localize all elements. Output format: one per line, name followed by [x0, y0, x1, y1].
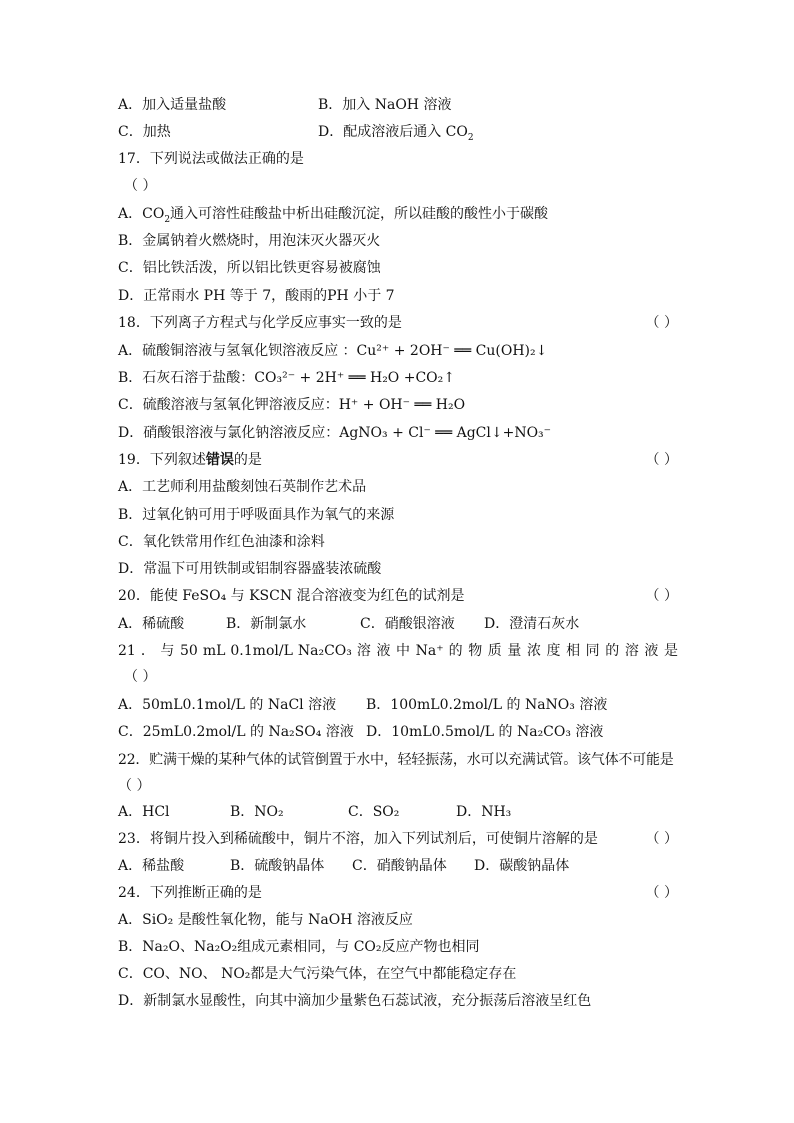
q24-option-b: B．Na₂O、Na₂O₂组成元素相同，与 CO₂反应产物也相同: [118, 939, 480, 955]
q17-option-c: C．铝比铁活泼，所以铝比铁更容易被腐蚀: [118, 260, 381, 276]
q21-stem: 21 ． 与 50 mL 0.1mol/L Na₂CO₃ 溶 液 中 Na⁺ 的 物 质 量 浓 度 相 同 的 溶 液 是: [118, 643, 678, 659]
q19-stem: 19．下列叙述错误的是: [118, 452, 262, 468]
q22-options-row: [118, 801, 678, 823]
q22-option-b: B．NO₂: [230, 804, 284, 820]
q22-answer-bracket: （ ）: [118, 778, 151, 794]
q21-option-c: C．25mL0.2mol/L 的 Na₂SO₄ 溶液: [118, 724, 354, 740]
q16-option-c: C．加热: [118, 124, 171, 140]
q18-option-b: B．石灰石溶于盐酸：CO₃²⁻ + 2H⁺ ══ H₂O +CO₂↑: [118, 370, 455, 386]
q20-option-a: A．稀硫酸: [118, 616, 185, 632]
q17-option-b: B．金属钠着火燃烧时，用泡沫灭火器灭火: [118, 233, 381, 249]
q24-stem-row: [118, 882, 678, 904]
q16-options-row-2: [118, 121, 678, 143]
q19-answer-bracket: （ ）: [645, 452, 678, 468]
q22-option-a: A．HCl: [118, 804, 170, 820]
q19-option-b: B．过氧化钠可用于呼吸面具作为氧气的来源: [118, 507, 395, 523]
q23-stem-row: [118, 828, 678, 850]
q16-option-b: B．加入 NaOH 溶液: [318, 97, 452, 113]
q17-stem: 17．下列说法或做法正确的是: [118, 151, 304, 167]
q20-stem: 20．能使 FeSO₄ 与 KSCN 混合溶液变为红色的试剂是: [118, 588, 465, 604]
q19-stem-row: [118, 449, 678, 471]
q22-stem: 22．贮满干燥的某种气体的试管倒置于水中，轻轻振荡，水可以充满试管。该气体不可能是: [118, 752, 674, 768]
q18-answer-bracket: （ ）: [645, 315, 678, 331]
q24-option-c: C．CO、NO、 NO₂都是大气污染气体，在空气中都能稳定存在: [118, 966, 517, 982]
q16-option-d: D．配成溶液后通入 $CO_2$: [318, 124, 474, 143]
q22-option-c: C．SO₂: [348, 804, 400, 820]
q23-options-row: [118, 855, 678, 877]
q21-option-b: B．100mL0.2mol/L 的 NaNO₃ 溶液: [366, 697, 608, 713]
q17-option-d: D．正常雨水 PH 等于 7，酸雨的PH 小于 7: [118, 288, 395, 304]
q18-stem-row: [118, 312, 678, 334]
q20-option-b: B．新制氯水: [226, 616, 307, 632]
q23-option-b: B．硫酸钠晶体: [230, 858, 325, 874]
q23-option-a: A．稀盐酸: [118, 858, 185, 874]
q20-option-c: C．硝酸银溶液: [360, 616, 455, 632]
q23-answer-bracket: （ ）: [645, 831, 678, 847]
q20-stem-row: [118, 585, 678, 607]
q23-option-d: D．碳酸钠晶体: [474, 858, 570, 874]
q18-stem: 18．下列离子方程式与化学反应事实一致的是: [118, 315, 402, 331]
q19-stem-emphasis: 错误: [205, 452, 234, 468]
q23-stem: 23．将铜片投入到稀硫酸中，铜片不溶，加入下列试剂后，可使铜片溶解的是: [118, 831, 598, 847]
q24-option-d: D．新制氯水显酸性，向其中滴加少量紫色石蕊试液，充分振荡后溶液呈红色: [118, 993, 592, 1009]
q18-option-a: A．硫酸铜溶液与氢氧化钡溶液反应 ：Cu²⁺ + 2OH⁻ ══ Cu(OH)₂↓: [118, 343, 548, 359]
q20-options-row: [118, 613, 678, 635]
q21-option-d: D．10mL0.5mol/L 的 Na₂CO₃ 溶液: [366, 724, 604, 740]
q18-option-d: D．硝酸银溶液与氯化钠溶液反应：AgNO₃ + Cl⁻ ══ AgCl↓+NO₃⁻: [118, 425, 552, 441]
q21-options-row-1: [118, 694, 678, 716]
q19-option-c: C．氧化铁常用作红色油漆和涂料: [118, 534, 325, 550]
q19-option-d: D．常温下可用铁制或铝制容器盛装浓硫酸: [118, 561, 382, 577]
q21-answer-bracket: （ ）: [124, 669, 157, 685]
q17-answer-bracket: （ ）: [124, 178, 157, 194]
q20-option-d: D．澄清石灰水: [484, 616, 580, 632]
q20-answer-bracket: （ ）: [645, 588, 678, 604]
q17-option-a: A．$CO_2$通入可溶性硅酸盐中析出硅酸沉淀，所以硅酸的酸性小于碳酸: [118, 206, 549, 225]
q24-answer-bracket: （ ）: [645, 885, 678, 901]
q18-option-c: C．硫酸溶液与氢氧化钾溶液反应：H⁺ + OH⁻ ══ H₂O: [118, 397, 466, 413]
q24-stem: 24．下列推断正确的是: [118, 885, 262, 901]
q24-option-a: A．SiO₂ 是酸性氧化物，能与 NaOH 溶液反应: [118, 912, 413, 928]
q19-option-a: A．工艺师利用盐酸刻蚀石英制作艺术品: [118, 479, 367, 495]
q23-option-c: C．硝酸钠晶体: [352, 858, 447, 874]
q21-options-row-2: [118, 721, 678, 743]
q16-options-row-1: [118, 94, 678, 116]
q21-option-a: A．50mL0.1mol/L 的 NaCl 溶液: [118, 697, 337, 713]
q16-option-a: A．加入适量盐酸: [118, 97, 227, 113]
q22-option-d: D．NH₃: [456, 804, 512, 820]
